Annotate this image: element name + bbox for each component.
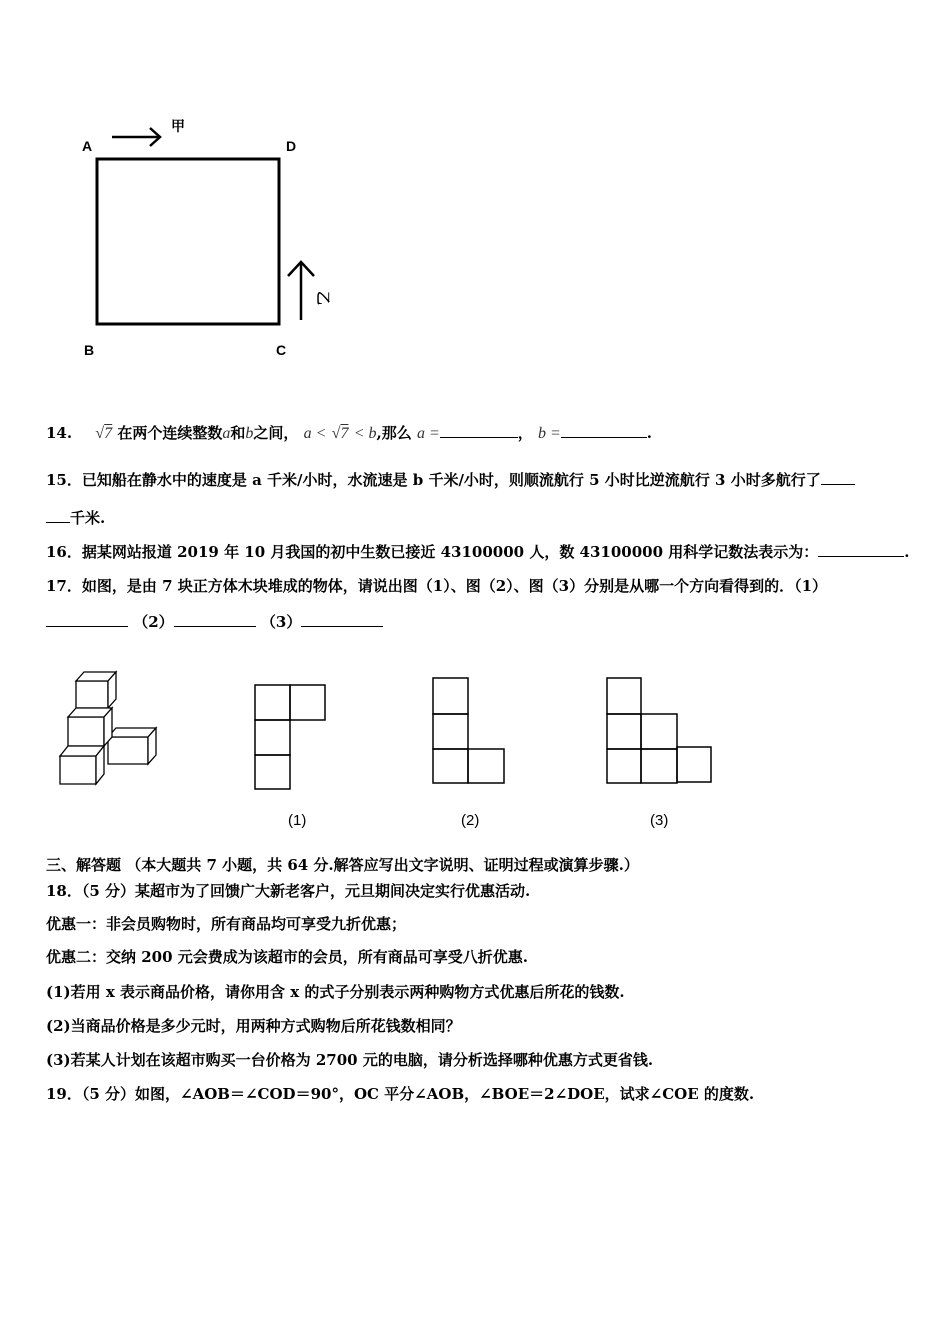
view-1-caption: (1) (288, 812, 307, 829)
square-figure (70, 110, 350, 370)
view-3-squares (607, 678, 711, 783)
q17-answer-1-blank[interactable] (46, 612, 128, 627)
q16-text: 16．据某网站报道 2019 年 10 月我国的初中生数已接近 43100000 人，数 43100000 用科学记数法表示为： (46, 543, 819, 561)
label-jia: 甲 (171, 118, 185, 134)
q14-ineq-sqrt-arg: 7 (340, 425, 349, 442)
q14-eq-a: a = (416, 425, 440, 442)
section-3-title: 三、解答题 （本大题共 7 小题，共 64 分.解答应写出文字说明、证明过程或演算步骤.） (46, 856, 639, 874)
q17-answer-3-blank[interactable] (301, 612, 383, 627)
cube-stack (60, 672, 156, 784)
q14-answer-a-blank[interactable] (440, 423, 518, 438)
q14-sep: ， (517, 424, 533, 442)
q15-line2-tail: 千米. (70, 509, 106, 527)
question-16 (46, 542, 910, 562)
q14-sqrt: √7 (95, 425, 113, 442)
view-2-squares (433, 678, 504, 783)
q18-part-3: (3)若某人计划在该超市购买一台价格为 2700 元的电脑，请分析选择哪种优惠方式更省钱. (46, 1051, 654, 1069)
q18-stem: 18．（5 分）某超市为了回馈广大新老客户，元旦期间决定实行优惠活动. (46, 882, 531, 900)
q15-answer-blank-b[interactable] (46, 508, 70, 523)
question-17-cont (46, 612, 383, 632)
q14-var-a: a (222, 425, 231, 442)
q14-answer-b-blank[interactable] (561, 423, 647, 438)
question-19: 19．（5 分）如图，∠AOB＝∠COD＝90°，OC 平分∠AOB，∠BOE＝2∠DOE，试求∠COE 的度数. (46, 1085, 755, 1103)
label-yi: 乙 (315, 291, 331, 305)
question-15 (46, 470, 855, 490)
corner-label-b: B (84, 342, 95, 358)
q18-part-1: (1)若用 x 表示商品价格，请你用含 x 的式子分别表示两种购物方式优惠后所花的钱数. (46, 983, 625, 1001)
q18-offer-1: 优惠一：非会员购物时，所有商品均可享受九折优惠； (46, 915, 407, 933)
corner-label-d: D (286, 138, 297, 154)
q14-ineq-left: a < (303, 425, 327, 442)
q16-end: . (904, 543, 910, 561)
view-1-squares (255, 685, 325, 789)
q17-answer-2-blank[interactable] (174, 612, 256, 627)
q14-eq-b: b = (538, 425, 561, 442)
q16-answer-blank[interactable] (818, 542, 904, 557)
q17-line1: 17．如图，是由 7 块正方体木块堆成的物体，请说出图（1）、图（2）、图（3）分别是从哪一个方向看得到的．（1） (46, 577, 828, 595)
q17-label-2: （2） (133, 613, 174, 631)
q14-ineq-sqrt: √7 (331, 425, 349, 442)
q14-ineq-right: < b (353, 425, 377, 442)
arrow-jia (112, 128, 160, 146)
corner-label-c: C (276, 342, 287, 358)
q14-text-2: 和 (230, 424, 246, 442)
q15-line1: 15．已知船在静水中的速度是 a 千米/小时，水流速是 b 千米/小时，则顺流航行 5 小时比逆流航行 3 小时多航行了 (46, 471, 821, 489)
q14-text-3: 之间， (253, 424, 299, 442)
q15-answer-blank-a[interactable] (821, 470, 855, 485)
question-15-cont (46, 508, 105, 528)
q14-number: 14. (46, 424, 73, 442)
q14-text-1: 在两个连续整数 (117, 424, 223, 442)
question-17 (46, 576, 827, 596)
arrow-yi (288, 262, 314, 320)
view-3-caption: (3) (650, 812, 669, 829)
cube-figures (50, 660, 730, 840)
q18-part-2: (2)当商品价格是多少元时，用两种方式购物后所花钱数相同？ (46, 1017, 461, 1035)
corner-label-a: A (82, 138, 93, 154)
q14-text-4: ,那么 (376, 424, 412, 442)
cube-views-diagram (50, 660, 730, 790)
q14-end: . (646, 424, 653, 442)
q18-offer-2: 优惠二：交纳 200 元会费成为该超市的会员，所有商品可享受八折优惠. (46, 948, 528, 966)
q14-sqrt-arg: 7 (104, 425, 113, 442)
q17-label-3: （3） (260, 613, 302, 631)
view-2-caption: (2) (461, 812, 480, 829)
square-abcd (97, 159, 279, 324)
question-14 (46, 423, 652, 444)
square-diagram (70, 110, 350, 370)
q14-var-b: b (245, 425, 254, 442)
